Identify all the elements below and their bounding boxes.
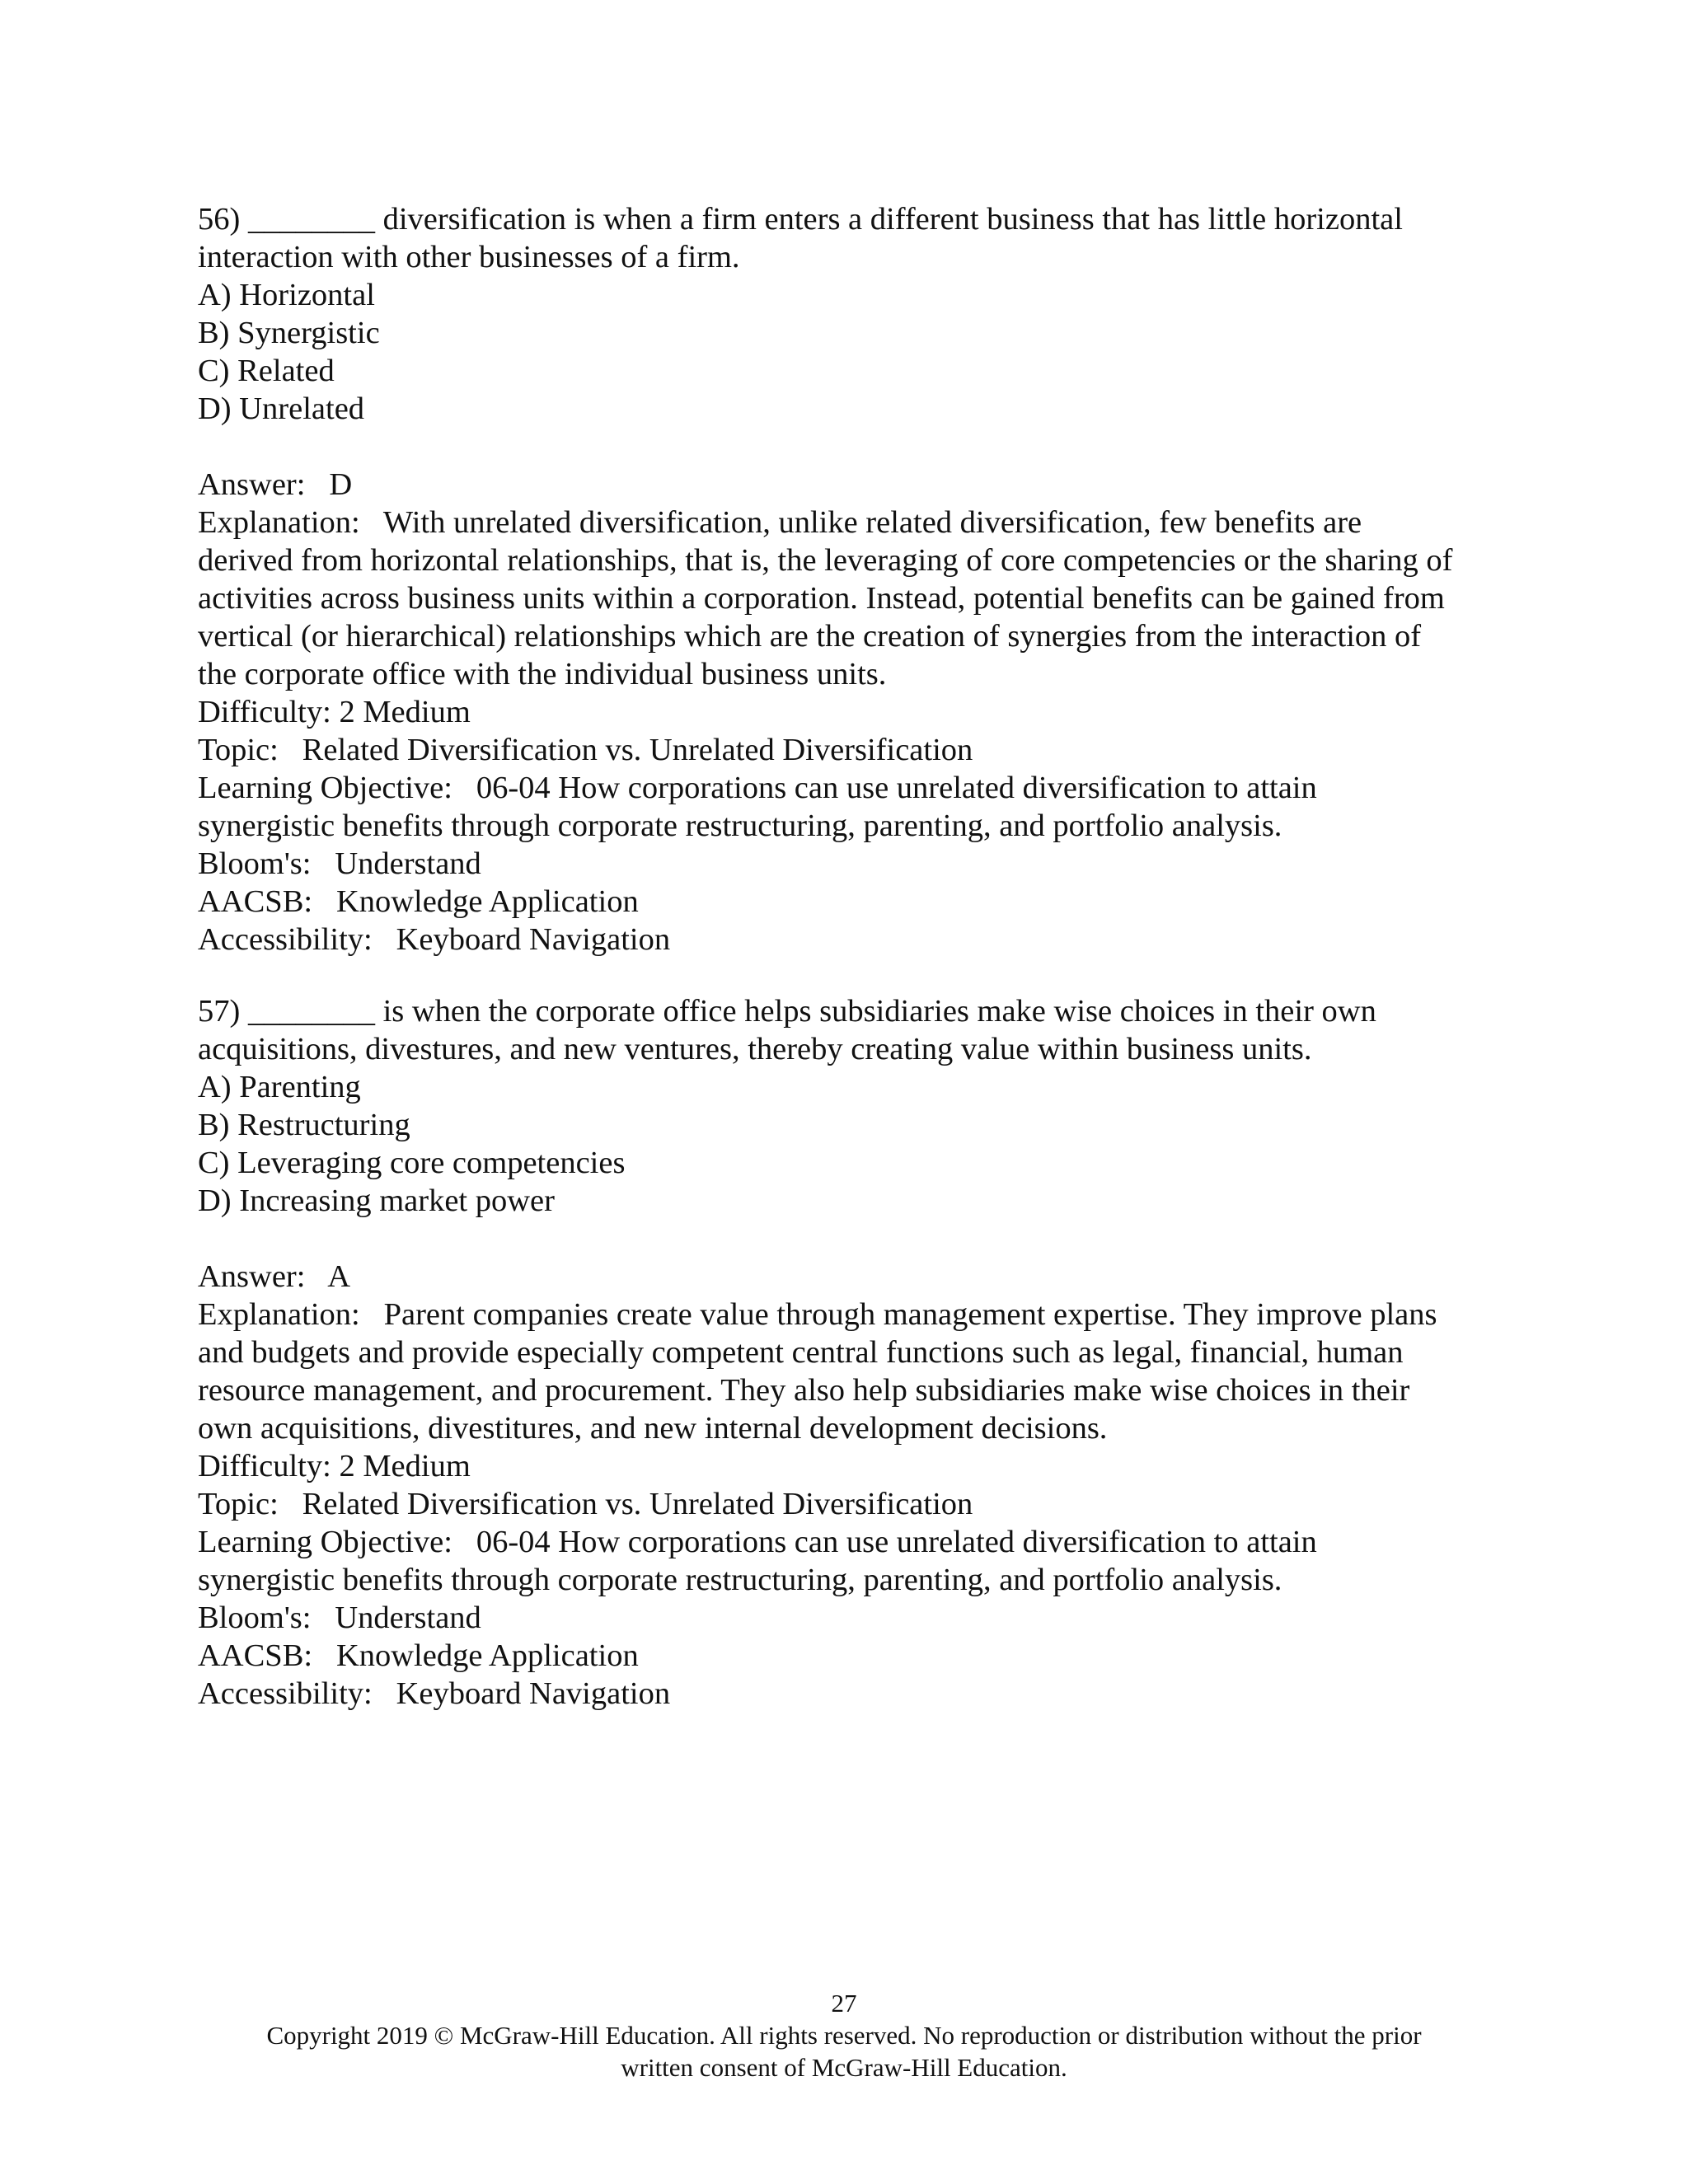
learning-objective-line: synergistic benefits through corporate restructuring, parenting, and portfolio analysis. <box>198 808 1282 843</box>
spacer <box>198 428 1500 466</box>
question-57 <box>198 992 1500 1713</box>
learning-objective-line: Learning Objective: 06-04 How corporations can use unrelated diversification to attain <box>198 771 1317 805</box>
explanation-line: Explanation: Parent companies create value through management expertise. They improve plans <box>198 1297 1437 1332</box>
blooms: Bloom's: Understand <box>198 846 481 881</box>
blooms: Bloom's: Understand <box>198 1601 481 1635</box>
answer-key: Answer: D <box>198 467 353 502</box>
answer-option-a: A) Parenting <box>198 1070 361 1104</box>
copyright-line: written consent of McGraw-Hill Education. <box>621 2053 1067 2082</box>
difficulty: Difficulty: 2 Medium <box>198 695 471 729</box>
copyright-notice <box>0 2019 1688 2083</box>
accessibility: Accessibility: Keyboard Navigation <box>198 922 671 957</box>
question-stem-line: 57) ________ is when the corporate office helps subsidiaries make wise choices in their own <box>198 994 1376 1029</box>
answer-option-c: C) Leveraging core competencies <box>198 1146 626 1180</box>
answer-option-b: B) Synergistic <box>198 316 380 350</box>
learning-objective-line: Learning Objective: 06-04 How corporations can use unrelated diversification to attain <box>198 1525 1317 1559</box>
explanation-line: and budgets and provide especially competent central functions such as legal, financial, human <box>198 1335 1404 1370</box>
accessibility: Accessibility: Keyboard Navigation <box>198 1676 671 1711</box>
explanation-line: the corporate office with the individual business units. <box>198 657 887 691</box>
topic: Topic: Related Diversification vs. Unrelated Diversification <box>198 733 973 767</box>
answer-option-c: C) Related <box>198 354 335 388</box>
question-stem-line: 56) ________ diversification is when a firm enters a different business that has little horizontal <box>198 202 1403 237</box>
answer-option-a: A) Horizontal <box>198 278 375 312</box>
aacsb: AACSB: Knowledge Application <box>198 1638 639 1673</box>
copyright-line: Copyright 2019 © McGraw-Hill Education. All rights reserved. No reproduction or distribution without the prior <box>266 2021 1422 2050</box>
explanation-line: own acquisitions, divestitures, and new internal development decisions. <box>198 1411 1108 1446</box>
aacsb: AACSB: Knowledge Application <box>198 884 639 919</box>
answer-option-d: D) Increasing market power <box>198 1183 555 1218</box>
explanation-line: vertical (or hierarchical) relationships which are the creation of synergies from the interaction of <box>198 619 1422 654</box>
answer-option-b: B) Restructuring <box>198 1108 410 1142</box>
question-stem-line: acquisitions, divestures, and new ventures, thereby creating value within business units. <box>198 1032 1312 1066</box>
learning-objective-line: synergistic benefits through corporate restructuring, parenting, and portfolio analysis. <box>198 1563 1282 1597</box>
answer-key: Answer: A <box>198 1259 350 1294</box>
spacer <box>198 1220 1500 1258</box>
explanation-line: derived from horizontal relationships, that is, the leveraging of core competencies or the sharing of <box>198 543 1453 578</box>
answer-option-d: D) Unrelated <box>198 391 365 426</box>
explanation-line: Explanation: With unrelated diversification, unlike related diversification, few benefits are <box>198 505 1362 540</box>
topic: Topic: Related Diversification vs. Unrelated Diversification <box>198 1487 973 1521</box>
difficulty: Difficulty: 2 Medium <box>198 1449 471 1483</box>
explanation-line: activities across business units within a corporation. Instead, potential benefits can be gained from <box>198 581 1445 616</box>
question-56 <box>198 200 1500 958</box>
question-stem-line: interaction with other businesses of a firm. <box>198 240 740 274</box>
page-number: 27 <box>831 1989 857 2018</box>
explanation-line: resource management, and procurement. They also help subsidiaries make wise choices in their <box>198 1373 1410 1408</box>
